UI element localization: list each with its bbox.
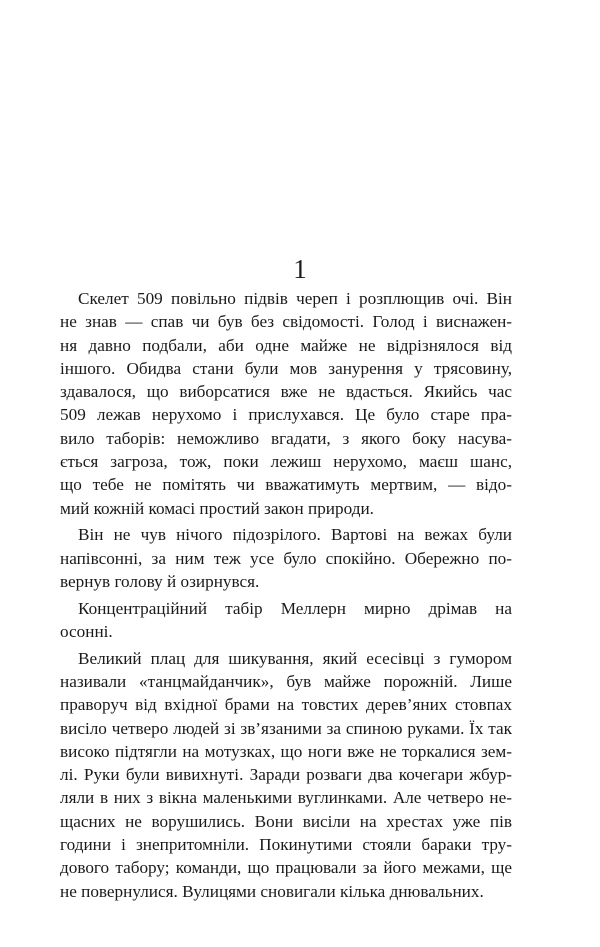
text-line: години і знепритомніли. Покинутими стояли бараки тру- bbox=[60, 835, 512, 854]
chapter-number: 1 bbox=[293, 254, 307, 284]
text-line: щасних не ворушились. Вони висіли на хрестах уже пів bbox=[60, 811, 512, 831]
text-line: Концентраційний табір Меллерн мирно дрімав на bbox=[78, 598, 512, 618]
text-line: що тебе не помітять чи вважатимуть мертвим, — відо- bbox=[60, 475, 512, 495]
text-line: іншого. Обидва стани були мов занурення у трясовину, bbox=[60, 358, 512, 378]
text-line: не повернулися. Вулицями сновигали кілька днювальних. bbox=[60, 881, 484, 901]
body-text bbox=[60, 287, 512, 906]
text-line: праворуч від вхідної брами на товстих дерев’яних стовпах bbox=[60, 695, 512, 715]
text-line: лі. Руки були вивихнуті. Заради розваги два кочегари жбур- bbox=[60, 765, 512, 785]
text-line: 509 лежав нерухомо і прислухався. Це було старе пра- bbox=[60, 405, 512, 425]
text-line: вернув голову й озирнувся. bbox=[60, 571, 260, 591]
text-line: ляли в них з вікна маленькими вуглинками. Але четверо не- bbox=[60, 788, 512, 808]
text-line: високо підтягли на мотузках, що ноги вже не торкалися зем- bbox=[60, 741, 512, 761]
text-line: називали «танцмайданчик», був майже порожній. Лише bbox=[60, 671, 512, 691]
text-line: Великий плац для шикування, який есесівці з гумором bbox=[78, 648, 512, 668]
paragraph bbox=[60, 647, 512, 903]
text-line: дового табору; команди, що працювали за його межами, ще bbox=[60, 858, 512, 878]
paragraph bbox=[60, 597, 512, 644]
text-line: ється загроза, тож, поки лежиш нерухомо, маєш шанс, bbox=[60, 452, 512, 472]
text-line: мий кожній комасі простий закон природи. bbox=[60, 498, 374, 518]
text-line: Скелет 509 повільно підвів череп і розплющив очі. Він bbox=[78, 289, 512, 308]
text-line: ня давно подбали, аби одне майже не відрізнялося від bbox=[60, 335, 512, 355]
text-line: напівсонні, за ним теж усе було спокійно. Обережно по- bbox=[60, 548, 512, 568]
text-line: Він не чув нічого підозрілого. Вартові на вежах були bbox=[78, 525, 512, 545]
text-line: здавалося, що виборсатися вже не вдасться. Якийсь час bbox=[60, 382, 512, 402]
paragraph bbox=[60, 523, 512, 593]
paragraph bbox=[60, 287, 512, 520]
text-line: вило таборів: неможливо вгадати, з якого боку насува- bbox=[60, 428, 512, 448]
text-line: висіло четверо людей зі зв’язаними за спиною руками. Їх так bbox=[60, 718, 512, 738]
text-line: не знав — спав чи був без свідомості. Голод і виснажен- bbox=[60, 312, 512, 332]
text-line: осонні. bbox=[60, 621, 113, 641]
